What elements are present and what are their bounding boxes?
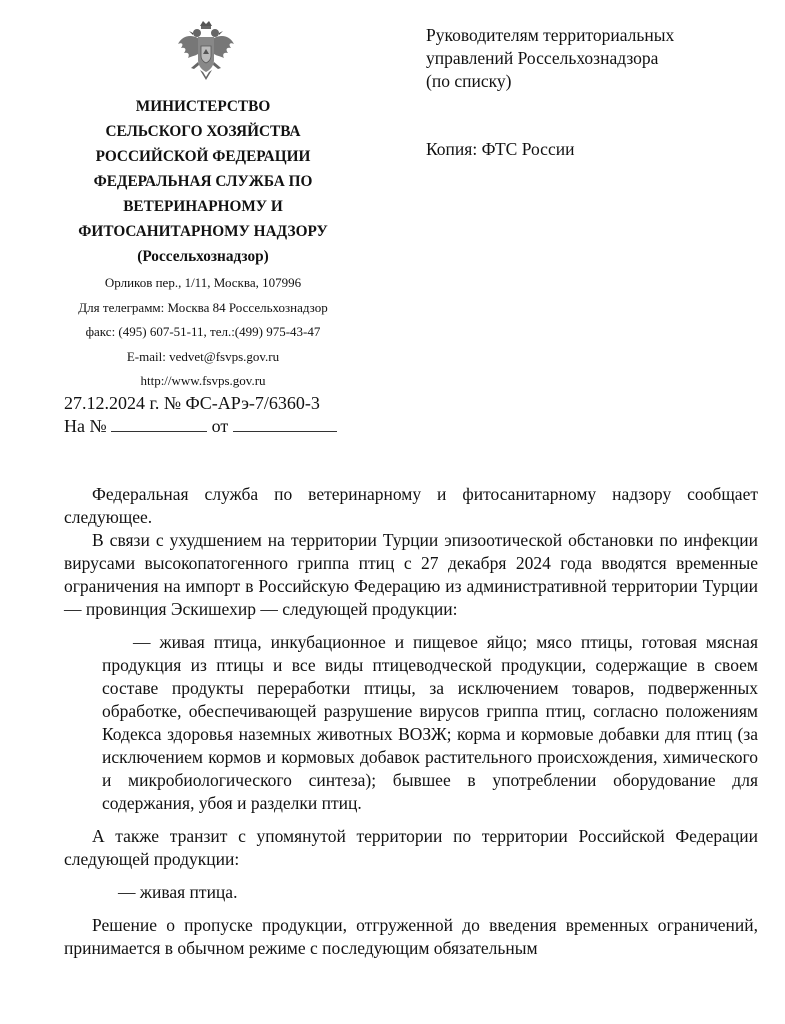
addressee-block <box>426 24 746 93</box>
addressee-line: управлений Россельхознадзора <box>426 48 659 68</box>
document-reference <box>64 392 337 438</box>
reply-date-blank <box>233 417 337 432</box>
postal-address: Орликов пер., 1/11, Москва, 107996 <box>104 275 302 290</box>
telegram-address: Для телеграмм: Москва 84 Россельхознадзор <box>78 299 328 315</box>
reply-reference <box>64 415 337 438</box>
body-paragraph: В связи с ухудшением на территории Турции эпизоотической обстановки по инфекции вирусами высокопатогенного гриппа птиц с 27 декабря 2024 года вводятся временные ограничения на импорт в Российскую Федерацию из административной территории Турции — провинция Эскишехир — следующей продукции: <box>64 530 758 619</box>
agency-abbreviation: (Россельхознадзор) <box>137 248 269 265</box>
copy-recipient: Копия: ФТС России <box>426 139 575 159</box>
ministry-line: РОССИЙСКОЙ ФЕДЕРАЦИИ <box>95 148 311 165</box>
letter-body <box>64 483 758 960</box>
ministry-line: МИНИСТЕРСТВО <box>135 98 271 115</box>
ministry-line: ФИТОСАНИТАРНОМУ НАДЗОРУ <box>78 223 328 240</box>
addressee-line: (по списку) <box>426 71 512 91</box>
document-date-number: 27.12.2024 г. № ФС-АРэ-7/6360-3 <box>64 393 320 413</box>
reply-number-blank <box>111 417 207 432</box>
sender-block <box>55 94 351 394</box>
phone-fax: факс: (495) 607-51-11, тел.:(499) 975-43-47 <box>85 324 321 339</box>
reply-prefix: На № <box>64 416 107 436</box>
restricted-products-item: — живая птица, инкубационное и пищевое яйцо; мясо птицы, готовая мясная продукция из птицы и все виды птицеводческой продукции, содержащие в своем составе продукты переработки птицы, за исключением товаров, подверженных обработке, обеспечивающей разрушение вирусов гриппа птиц, согласно положениям Кодекса здоровья наземных животных ВОЗЖ; корма и кормовые добавки для птиц (за исключением кормов и кормовых добавок растительного происхождения, химического и микробиологического синтеза); бывшее в употреблении оборудование для содержания, убоя и разделки птиц. <box>102 632 758 813</box>
email-address: E-mail: vedvet@fsvps.gov.ru <box>126 348 280 364</box>
coat-of-arms-icon <box>176 20 236 84</box>
addressee-line: Руководителям территориальных <box>426 25 675 45</box>
ministry-line: ФЕДЕРАЛЬНАЯ СЛУЖБА ПО <box>93 173 313 190</box>
reply-from-label: от <box>211 416 229 436</box>
transit-products-item: — живая птица. <box>118 882 238 902</box>
body-paragraph: А также транзит с упомянутой территории по территории Российской Федерации следующей продукции: <box>64 826 758 869</box>
website-url: http://www.fsvps.gov.ru <box>140 373 266 388</box>
body-paragraph: Решение о пропуске продукции, отгруженной до введения временных ограничений, принимается в обычном режиме с последующим обязательным <box>64 915 758 958</box>
ministry-line: ВЕТЕРИНАРНОМУ И <box>123 198 283 215</box>
body-paragraph: Федеральная служба по ветеринарному и фитосанитарному надзору сообщает следующее. <box>64 484 758 527</box>
ministry-line: СЕЛЬСКОГО ХОЗЯЙСТВА <box>105 123 301 140</box>
